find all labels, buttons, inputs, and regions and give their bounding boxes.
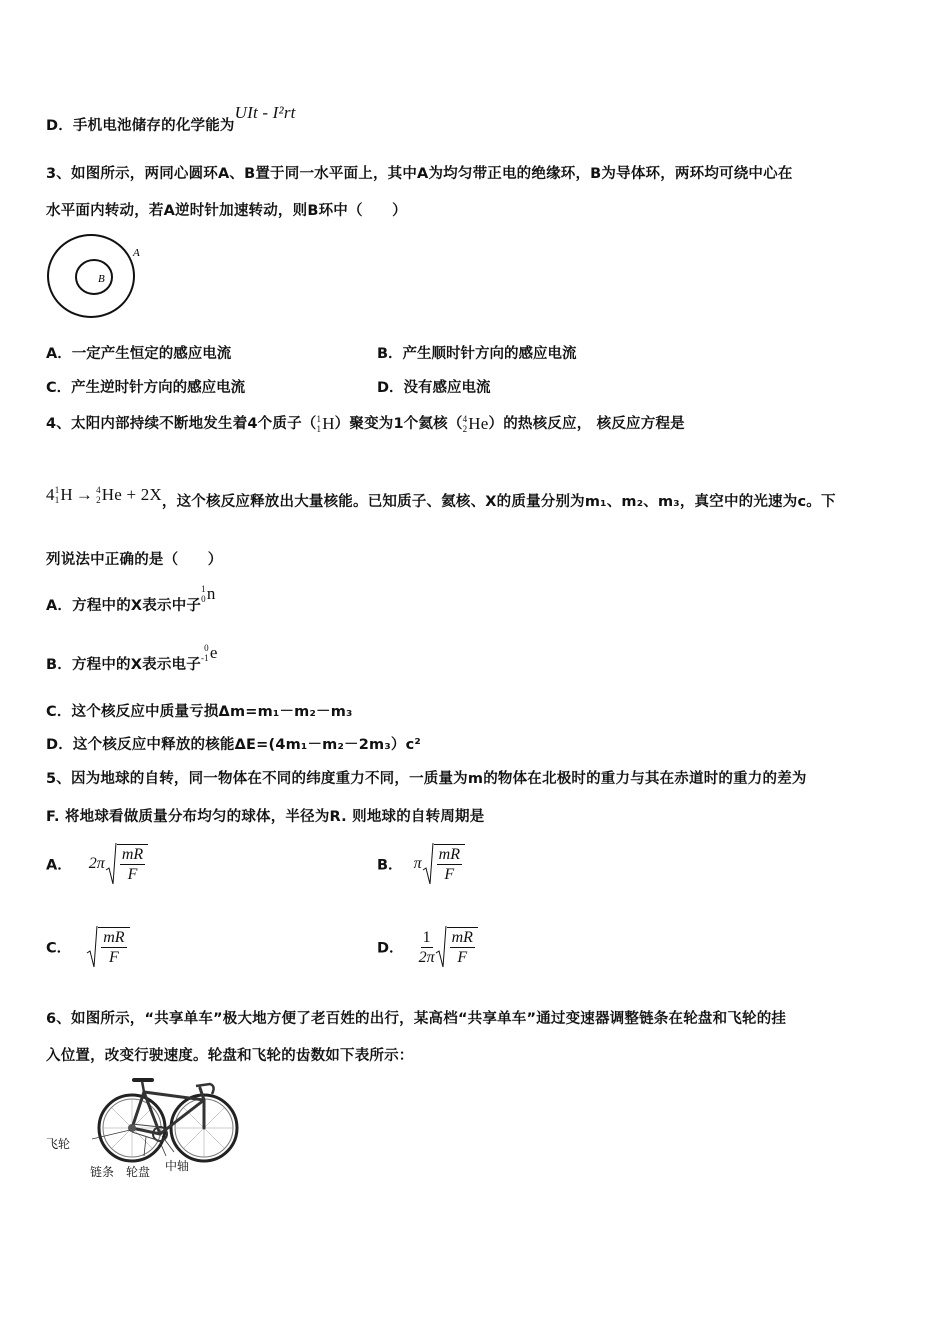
neutron-nuclide: 1 0 n [201, 584, 216, 604]
q2-option-d-formula: UIt - I²rt [234, 103, 296, 122]
q5-stem-line2: F. 将地球看做质量分布均匀的球体，半径为R. 则地球的自转周期是 [46, 809, 485, 825]
q5-option-b: B． π $\frac{mR}{F}$ [377, 842, 465, 886]
q5-option-d: D． $\frac{1}{2\pi}$ $\frac{mR}{F}$ [377, 925, 478, 969]
q6-bicycle-figure [92, 1074, 244, 1164]
q6-stem-line2: 入位置，改变行驶速度。轮盘和飞轮的齿数如下表所示： [46, 1048, 414, 1064]
label-axle: 中轴 [165, 1159, 190, 1173]
q6-stem-line1: 6、如图所示，“共享单车”极大地方便了老百姓的出行，某高档“共享单车”通过变速器调整链条在轮盘和飞轮的挂 [46, 1011, 787, 1027]
reaction-equation: 4 1 1 H → 4 2 He + 2X [46, 484, 162, 505]
q4-stem-line2: ，这个核反应释放出大量核能。已知质子、氦核、X的质量分别为m₁、m₂、m₃，真空中的光速为c。下 [161, 494, 836, 510]
ring-b-label: B [98, 273, 105, 285]
q5-option-c: C． $\frac{mR}{F}$ [46, 925, 130, 969]
q3-concentric-rings-figure [44, 232, 148, 322]
handlebar [196, 1084, 214, 1094]
bicycle-frame [132, 1088, 204, 1134]
q4-equation-line [46, 484, 836, 510]
label-chainring: 轮盘 [126, 1165, 151, 1179]
ring-b [76, 260, 112, 294]
label-chain: 链条 [90, 1165, 115, 1179]
flywheel [128, 1124, 136, 1132]
q3-option-d: D．没有感应电流 [377, 380, 491, 396]
q3-option-a: A．一定产生恒定的感应电流 [46, 346, 232, 362]
q4-option-d: D．这个核反应中释放的核能ΔE=(4m₁－m₂－2m₃）c² [46, 737, 421, 753]
q3-stem-line2: 水平面内转动，若A逆时针加速转动，则B环中（ ） [46, 203, 407, 219]
q3-option-b: B．产生顺时针方向的感应电流 [377, 346, 577, 362]
electron-nuclide: 0 -1 e [200, 643, 218, 663]
q3-option-c: C．产生逆时针方向的感应电流 [46, 380, 246, 396]
q4-stem-line1: 4、太阳内部持续不断地发生着4个质子（ 1 1 H）聚变为1个氦核（ 4 2 He）的热核反应， 核反应方程是 [46, 414, 685, 434]
q4-option-b: B．方程中的X表示电子 0 -1 e [46, 643, 218, 673]
q4-option-a: A．方程中的X表示中子 1 0 n [46, 584, 216, 614]
q2-option-d [46, 103, 296, 135]
ring-a [48, 235, 134, 317]
q3-stem-line1: 3、如图所示，两同心圆环A、B置于同一水平面上，其中A为均匀带正电的绝缘环，B为导体环，两环均可绕中心在 [46, 166, 793, 182]
label-flywheel: 飞轮 [46, 1137, 71, 1151]
q5-stem-line1: 5、因为地球的自转，同一物体在不同的纬度重力不同，一质量为m的物体在北极时的重力与其在赤道时的重力的差为 [46, 771, 807, 787]
q4-option-c: C．这个核反应中质量亏损Δm=m₁－m₂－m₃ [46, 704, 353, 720]
ring-a-label: A [133, 247, 140, 259]
q4-stem-line3: 列说法中正确的是（ ） [46, 552, 223, 568]
proton-nuclide: 1 1 H [316, 414, 335, 434]
q5-option-a: A． 2π $\frac{mR}{F}$ [46, 842, 148, 886]
helium-nuclide: 4 2 He [462, 414, 489, 434]
q2-option-d-text: D．手机电池储存的化学能为 [46, 118, 235, 134]
